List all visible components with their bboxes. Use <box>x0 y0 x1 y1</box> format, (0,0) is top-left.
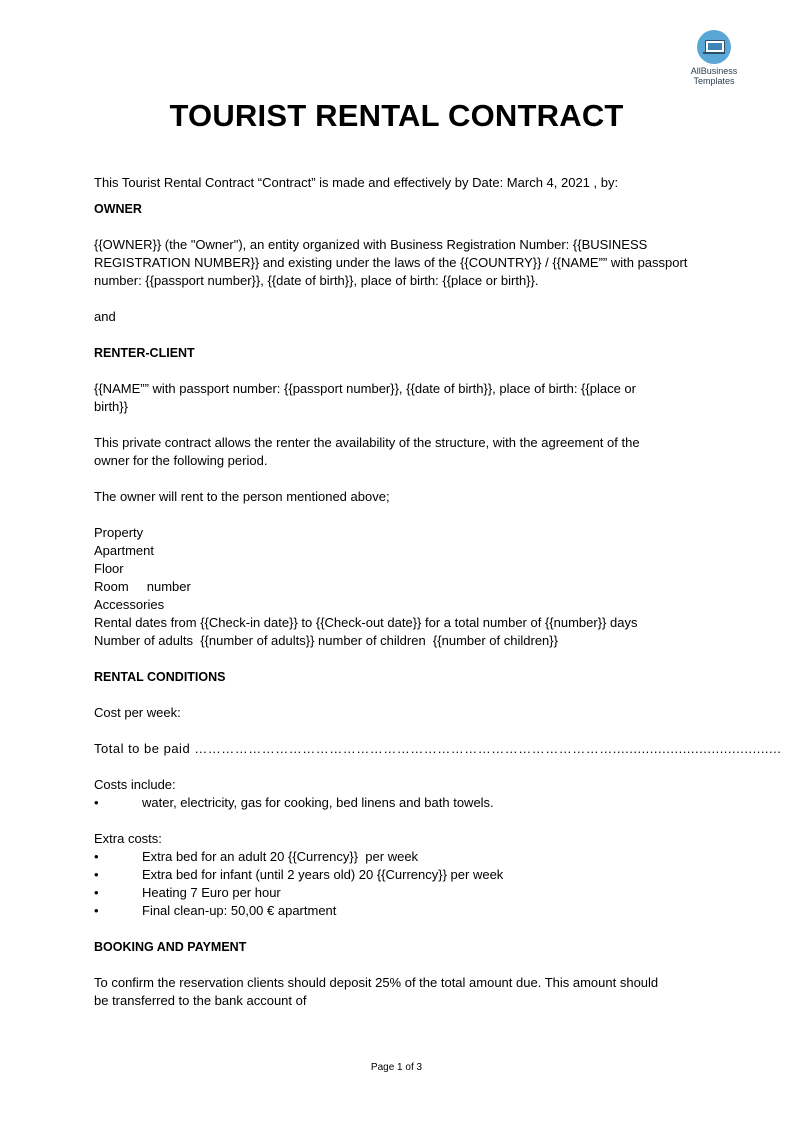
detail-floor: Floor <box>94 561 124 576</box>
extra-cost-item: Heating 7 Euro per hour <box>142 885 281 900</box>
bullet-icon: • <box>94 795 99 810</box>
owner-line-1: {{OWNER}} (the "Owner"), an entity organized with Business Registration Number: {{BUSINESS <box>94 237 648 252</box>
renter-line-1: {{NAME”” with passport number: {{passport number}}, {{date of birth}}, place of birth: {{place or <box>94 381 636 396</box>
cost-per-week: Cost per week: <box>94 705 181 720</box>
owner-line-3: number: {{passport number}}, {{date of birth}}, place of birth: {{place or birth}}. <box>94 273 539 288</box>
list-item <box>94 848 694 866</box>
booking-heading: BOOKING AND PAYMENT <box>94 940 247 954</box>
bullet-icon: • <box>94 885 99 900</box>
total-to-be-paid: Total to be paid …………………………………………………………………………………......................................... <box>94 741 782 756</box>
extra-cost-item: Final clean-up: 50,00 € apartment <box>142 903 337 918</box>
brand-logo <box>680 30 748 86</box>
page-number: Page 1 of 3 <box>370 1062 423 1073</box>
detail-guests: Number of adults {{number of adults}} number of children {{number of children}} <box>94 633 558 648</box>
detail-property: Property <box>94 525 144 540</box>
logo-line-1: AllBusiness <box>690 66 738 76</box>
and-text: and <box>94 309 116 324</box>
detail-rental-dates: Rental dates from {{Check-in date}} to {{Check-out date}} for a total number of {{number}} days <box>94 615 638 630</box>
list-item <box>94 794 694 812</box>
booking-line-2: be transferred to the bank account of <box>94 993 307 1008</box>
document-title: TOURIST RENTAL CONTRACT <box>169 98 624 133</box>
owner-line-2: REGISTRATION NUMBER}} and existing under the laws of the {{COUNTRY}} / {{NAME”” with passport <box>94 255 688 270</box>
detail-room: Room number <box>94 579 191 594</box>
detail-accessories: Accessories <box>94 597 165 612</box>
booking-line-1: To confirm the reservation clients should deposit 25% of the total amount due. This amount should <box>94 975 659 990</box>
document-body <box>94 174 782 1010</box>
bullet-icon: • <box>94 849 99 864</box>
rent-intro: The owner will rent to the person mentioned above; <box>94 489 390 504</box>
laptop-icon <box>697 30 731 64</box>
list-item <box>94 866 694 884</box>
renter-line-2: birth}} <box>94 399 128 414</box>
rental-conditions-heading: RENTAL CONDITIONS <box>94 670 226 684</box>
costs-include-item: water, electricity, gas for cooking, bed linens and bath towels. <box>142 795 494 810</box>
logo-text <box>680 66 748 86</box>
extra-cost-item: Extra bed for infant (until 2 years old) 20 {{Currency}} per week <box>142 867 504 882</box>
bullet-icon: • <box>94 867 99 882</box>
private-line-1: This private contract allows the renter the availability of the structure, with the agreement of the <box>94 435 640 450</box>
logo-line-2: Templates <box>693 76 735 86</box>
private-line-2: owner for the following period. <box>94 453 268 468</box>
renter-heading: RENTER-CLIENT <box>94 346 195 360</box>
extra-costs-label: Extra costs: <box>94 831 162 846</box>
costs-include-label: Costs include: <box>94 777 176 792</box>
extra-cost-item: Extra bed for an adult 20 {{Currency}} per week <box>142 849 419 864</box>
intro-paragraph: This Tourist Rental Contract “Contract” is made and effectively by Date: March 4, 2021 , by: <box>94 175 619 190</box>
list-item <box>94 902 694 920</box>
detail-apartment: Apartment <box>94 543 154 558</box>
bullet-icon: • <box>94 903 99 918</box>
list-item <box>94 884 694 902</box>
owner-heading: OWNER <box>94 202 142 216</box>
